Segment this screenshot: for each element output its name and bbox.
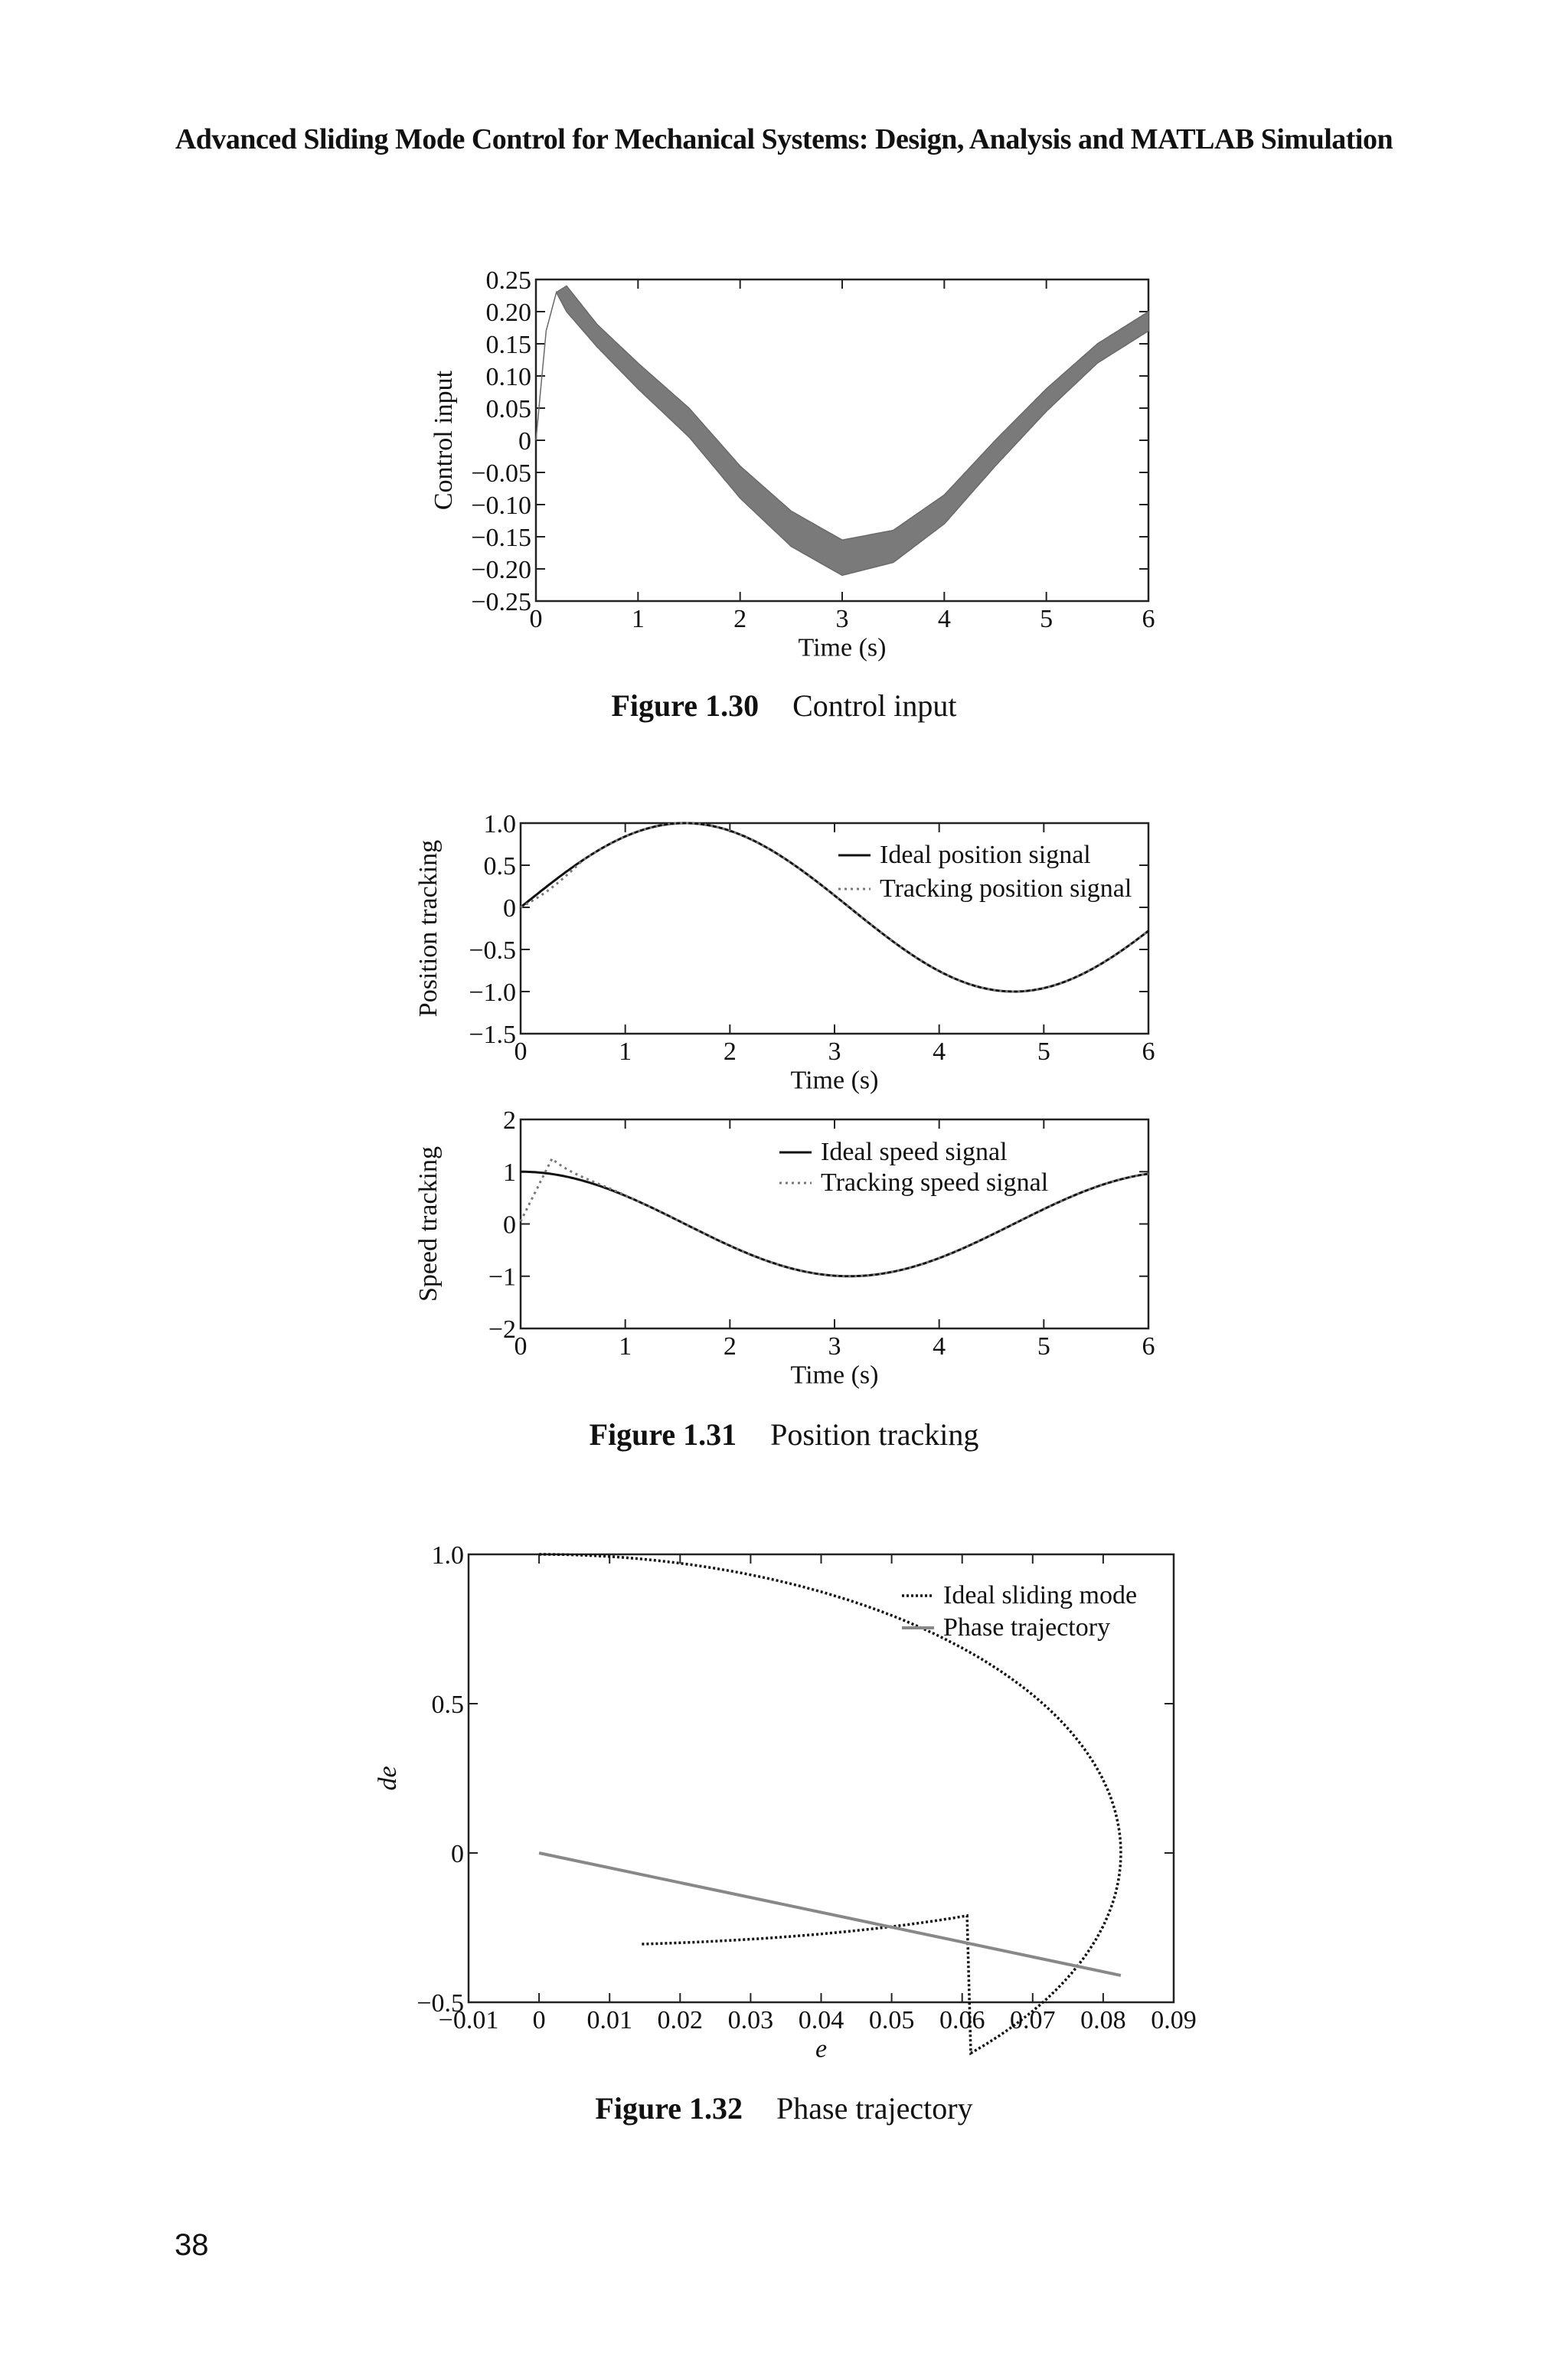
- position-tracking-xtick-label: 0: [514, 1038, 528, 1066]
- control-input-ytick-label: −0.10: [471, 491, 531, 520]
- speed-tracking-xtick-label: 4: [933, 1332, 946, 1361]
- position-tracking-xtick-label: 1: [619, 1038, 632, 1066]
- phase-trajectory-ylabel: de: [374, 1766, 402, 1791]
- position-tracking-xtick-label: 4: [933, 1038, 946, 1066]
- control-input-band: [536, 286, 1148, 575]
- phase-trajectory-xtick-label: 0.09: [1151, 2006, 1197, 2034]
- position-tracking-ylabel: Position tracking: [414, 839, 443, 1018]
- running-header: Advanced Sliding Mode Control for Mechanical Systems: Design, Analysis and MATLAB Simulation: [175, 123, 1393, 155]
- figure-1-31-text: Position tracking: [770, 1417, 979, 1452]
- position-tracking-xtick-label: 2: [723, 1038, 737, 1066]
- speed-tracking-ytick-label: −2: [488, 1315, 516, 1344]
- phase-trajectory-ytick-label: 1.0: [431, 1541, 464, 1570]
- control-input-ytick-label: 0.20: [485, 298, 531, 327]
- control-input-ytick-label: 0.15: [485, 330, 531, 359]
- control-input-xtick-label: 2: [733, 605, 747, 633]
- ideal-position-line: [521, 823, 1148, 992]
- control-input-xtick-label: 1: [631, 605, 645, 633]
- position-tracking-ytick-label: −1.5: [469, 1020, 516, 1049]
- position-tracking-legend-label: Tracking position signal: [880, 874, 1132, 903]
- figure-1-30-text: Control input: [792, 688, 957, 723]
- control-input-xtick-label: 3: [835, 605, 849, 633]
- speed-tracking-xtick-label: 1: [619, 1332, 632, 1361]
- speed-tracking-xlabel: Time (s): [790, 1361, 879, 1390]
- tracking-position-line: [521, 823, 1148, 992]
- control-input-xtick-label: 4: [937, 605, 951, 633]
- speed-tracking-xtick-label: 3: [828, 1332, 841, 1361]
- control-input-frame: [536, 279, 1148, 601]
- speed-tracking-xtick-label: 5: [1037, 1332, 1050, 1361]
- ideal-speed-line: [521, 1172, 1148, 1276]
- speed-tracking-xtick-label: 0: [514, 1332, 528, 1361]
- page-number: 38: [175, 2228, 209, 2262]
- phase-trajectory-xtick-label: −0.01: [438, 2006, 499, 2034]
- position-tracking-legend-label: Ideal position signal: [880, 841, 1091, 869]
- position-tracking-ytick-label: −1.0: [469, 978, 516, 1007]
- position-tracking-frame: [521, 823, 1148, 1034]
- position-tracking-xtick-label: 6: [1142, 1038, 1155, 1066]
- speed-tracking-ylabel: Speed tracking: [414, 1146, 443, 1302]
- phase-trajectory-ytick-label: 0.5: [431, 1690, 464, 1719]
- control-input-xtick-label: 6: [1142, 605, 1155, 633]
- figure-1-31-label: Figure 1.31: [589, 1417, 737, 1452]
- phase-trajectory-xtick-label: 0.03: [727, 2006, 774, 2034]
- phase-trajectory-xtick-label: 0.06: [939, 2006, 985, 2034]
- phase-trajectory-xtick-label: 0.05: [868, 2006, 915, 2034]
- phase-trajectory-xtick-label: 0: [532, 2006, 546, 2034]
- speed-tracking-ytick-label: 0: [503, 1211, 516, 1240]
- position-tracking-ytick-label: 1.0: [483, 809, 516, 838]
- phase-trajectory-frame: [469, 1554, 1174, 2002]
- control-input-ytick-label: 0.10: [485, 362, 531, 391]
- phase-trajectory-xlabel: e: [815, 2034, 828, 2064]
- control-input-xtick-label: 0: [529, 605, 543, 633]
- speed-tracking-xtick-label: 2: [723, 1332, 737, 1361]
- phase-trajectory-xtick-label: 0.04: [798, 2006, 844, 2034]
- tracking-speed-line: [521, 1158, 1148, 1276]
- figure-1-31-caption: [0, 1417, 1568, 1453]
- phase-trajectory-legend-label: Ideal sliding mode: [943, 1581, 1138, 1609]
- phase-trajectory-xtick-label: 0.02: [657, 2006, 704, 2034]
- ideal-sliding-mode-line: [539, 1554, 1121, 2053]
- phase-trajectory-ytick-label: −0.5: [416, 1988, 464, 2018]
- control-input-xtick-label: 5: [1040, 605, 1054, 633]
- control-input-ytick-label: −0.05: [471, 459, 531, 488]
- position-tracking-xtick-label: 3: [828, 1038, 841, 1066]
- speed-tracking-legend-label: Tracking speed signal: [821, 1168, 1049, 1197]
- control-input-ytick-label: −0.25: [471, 587, 531, 616]
- phase-trajectory-xtick-label: 0.08: [1080, 2006, 1126, 2034]
- control-input-ytick-label: 0.05: [485, 394, 531, 423]
- position-tracking-ytick-label: −0.5: [469, 936, 516, 965]
- control-input-ytick-label: −0.20: [471, 555, 531, 584]
- control-input-ytick-label: 0: [518, 426, 531, 456]
- speed-tracking-ytick-label: 1: [503, 1158, 516, 1188]
- phase-trajectory-line: [539, 1853, 1121, 1975]
- control-input-ytick-label: −0.15: [471, 523, 531, 552]
- phase-trajectory-xtick-label: 0.01: [586, 2006, 632, 2034]
- phase-trajectory-legend-label: Phase trajectory: [943, 1613, 1111, 1642]
- figure-1-30-label: Figure 1.30: [611, 688, 760, 723]
- position-tracking-xtick-label: 5: [1037, 1038, 1050, 1066]
- control-input-ylabel: Control input: [430, 370, 458, 511]
- phase-trajectory-xtick-label: 0.07: [1010, 2006, 1056, 2034]
- control-input-xlabel: Time (s): [798, 633, 887, 662]
- figure-1-32-caption: [0, 2090, 1568, 2126]
- figure-1-32-label: Figure 1.32: [595, 2091, 743, 2126]
- speed-tracking-ytick-label: −1: [488, 1263, 516, 1292]
- figure-1-30-caption: [0, 688, 1568, 724]
- speed-tracking-xtick-label: 6: [1142, 1332, 1155, 1361]
- phase-trajectory-ytick-label: 0: [451, 1839, 464, 1868]
- speed-tracking-ytick-label: 2: [503, 1106, 516, 1135]
- position-tracking-ytick-label: 0: [503, 894, 516, 923]
- figure-1-32-text: Phase trajectory: [776, 2091, 973, 2126]
- position-tracking-ytick-label: 0.5: [483, 851, 516, 881]
- position-tracking-xlabel: Time (s): [790, 1066, 879, 1095]
- control-input-ytick-label: 0.25: [485, 266, 531, 295]
- speed-tracking-legend-label: Ideal speed signal: [821, 1138, 1008, 1166]
- speed-tracking-frame: [521, 1119, 1148, 1328]
